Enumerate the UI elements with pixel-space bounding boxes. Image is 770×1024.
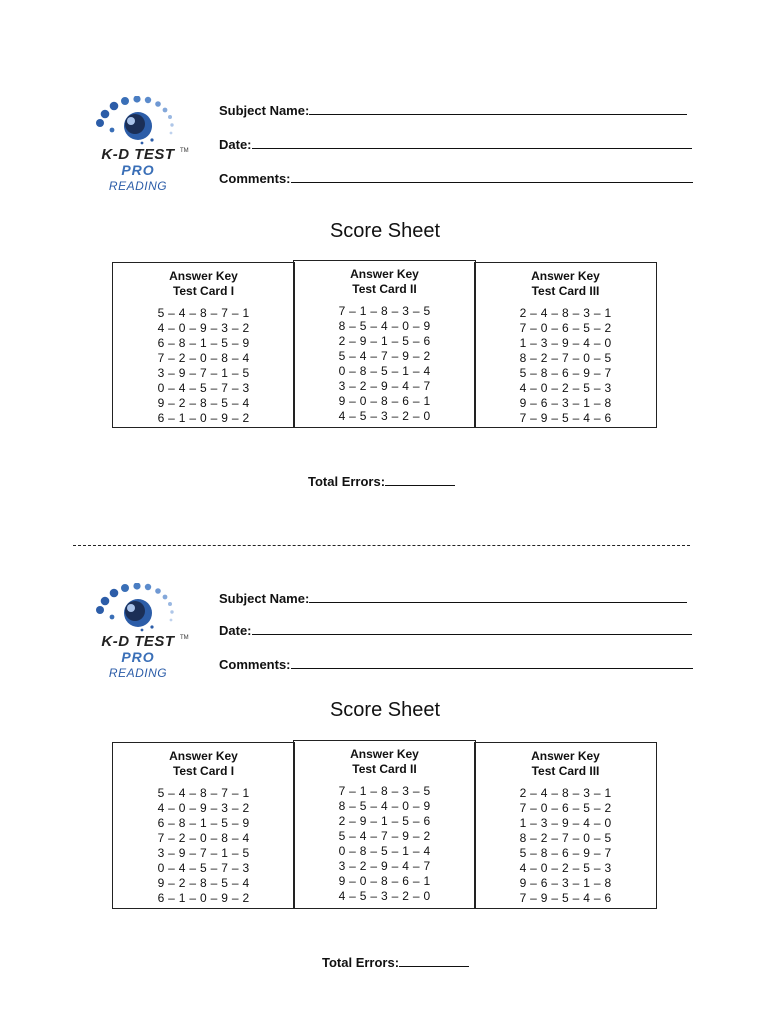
score-sheet-bottom	[0, 482, 770, 970]
answer-row: 6 – 8 – 1 – 5 – 9	[157, 816, 250, 830]
date-field[interactable]	[219, 622, 692, 638]
comments-label: Comments:	[219, 171, 291, 186]
answer-row: 7 – 2 – 0 – 8 – 4	[157, 831, 250, 845]
logo-edition: READING	[108, 179, 168, 193]
answer-rows	[113, 786, 294, 906]
card-heading	[475, 749, 656, 779]
date-field[interactable]	[219, 136, 692, 152]
subject-name-label: Subject Name:	[219, 103, 310, 118]
answer-key-card-3	[474, 742, 657, 909]
answer-row: 8 – 2 – 7 – 0 – 5	[519, 831, 612, 845]
answer-row: 7 – 0 – 6 – 5 – 2	[519, 321, 612, 335]
answer-row: 3 – 2 – 9 – 4 – 7	[338, 379, 431, 393]
date-line[interactable]	[252, 622, 692, 635]
answer-row: 8 – 2 – 7 – 0 – 5	[519, 351, 612, 365]
answer-row: 9 – 0 – 8 – 6 – 1	[338, 394, 431, 408]
score-sheet-title: Score Sheet	[329, 220, 441, 242]
answer-row: 2 – 9 – 1 – 5 – 6	[338, 814, 431, 828]
logo-edition: READING	[108, 666, 168, 680]
comments-field[interactable]	[219, 656, 693, 672]
answer-rows	[475, 306, 656, 426]
answer-rows	[475, 786, 656, 906]
card-heading-line1: Answer Key	[531, 749, 600, 763]
answer-row: 4 – 0 – 2 – 5 – 3	[519, 861, 612, 875]
answer-row: 5 – 4 – 7 – 9 – 2	[338, 829, 431, 843]
answer-row: 3 – 9 – 7 – 1 – 5	[157, 366, 250, 380]
answer-row: 5 – 4 – 7 – 9 – 2	[338, 349, 431, 363]
answer-row: 4 – 0 – 9 – 3 – 2	[157, 321, 250, 335]
total-errors-line[interactable]	[399, 954, 469, 967]
card-heading-line1: Answer Key	[169, 749, 238, 763]
card-heading-line2: Test Card I	[172, 764, 235, 778]
total-errors-field[interactable]	[322, 954, 469, 970]
logo-brand: K-D TEST	[101, 146, 175, 163]
answer-row: 6 – 8 – 1 – 5 – 9	[157, 336, 250, 350]
logo-brand: K-D TEST	[101, 633, 175, 650]
answer-row: 9 – 2 – 8 – 5 – 4	[157, 876, 250, 890]
score-sheet-top	[0, 0, 770, 489]
answer-row: 7 – 9 – 5 – 4 – 6	[519, 411, 612, 425]
card-heading-line2: Test Card III	[531, 284, 600, 298]
card-heading	[113, 269, 294, 299]
eye-dots-icon	[88, 583, 188, 633]
answer-row: 7 – 9 – 5 – 4 – 6	[519, 891, 612, 905]
subject-name-field[interactable]	[219, 590, 687, 606]
answer-key-card-1	[112, 742, 295, 909]
answer-row: 7 – 1 – 8 – 3 – 5	[338, 304, 431, 318]
answer-row: 9 – 2 – 8 – 5 – 4	[157, 396, 250, 410]
comments-line[interactable]	[291, 656, 693, 669]
answer-key-card-2	[293, 740, 476, 909]
answer-row: 8 – 5 – 4 – 0 – 9	[338, 799, 431, 813]
card-heading-line1: Answer Key	[531, 269, 600, 283]
answer-row: 0 – 4 – 5 – 7 – 3	[157, 861, 250, 875]
card-heading-line1: Answer Key	[169, 269, 238, 283]
answer-rows	[113, 306, 294, 426]
logo-product: PRO	[121, 162, 155, 178]
answer-row: 0 – 8 – 5 – 1 – 4	[338, 844, 431, 858]
answer-row: 0 – 8 – 5 – 1 – 4	[338, 364, 431, 378]
subject-name-line[interactable]	[309, 102, 687, 115]
answer-row: 1 – 3 – 9 – 4 – 0	[519, 816, 612, 830]
card-heading-line2: Test Card II	[352, 762, 417, 776]
answer-row: 4 – 0 – 2 – 5 – 3	[519, 381, 612, 395]
total-errors-label: Total Errors:	[322, 955, 400, 970]
eye-dots-icon	[88, 96, 188, 146]
card-heading-line2: Test Card I	[172, 284, 235, 298]
card-heading-line1: Answer Key	[350, 267, 419, 281]
card-heading-line2: Test Card II	[352, 282, 417, 296]
card-heading	[294, 747, 475, 777]
answer-row: 5 – 8 – 6 – 9 – 7	[519, 846, 612, 860]
answer-row: 8 – 5 – 4 – 0 – 9	[338, 319, 431, 333]
answer-rows	[294, 304, 475, 424]
date-label: Date:	[219, 137, 252, 152]
comments-line[interactable]	[291, 170, 693, 183]
answer-row: 7 – 2 – 0 – 8 – 4	[157, 351, 250, 365]
answer-row: 2 – 4 – 8 – 3 – 1	[519, 786, 612, 800]
answer-row: 7 – 1 – 8 – 3 – 5	[338, 784, 431, 798]
card-heading	[294, 267, 475, 297]
card-heading-line1: Answer Key	[350, 747, 419, 761]
card-heading-line2: Test Card III	[531, 764, 600, 778]
answer-row: 4 – 0 – 9 – 3 – 2	[157, 801, 250, 815]
answer-row: 9 – 6 – 3 – 1 – 8	[519, 876, 612, 890]
answer-row: 4 – 5 – 3 – 2 – 0	[338, 409, 431, 423]
answer-rows	[294, 784, 475, 904]
answer-key-card-3	[474, 262, 657, 428]
comments-label: Comments:	[219, 657, 291, 672]
answer-row: 2 – 4 – 8 – 3 – 1	[519, 306, 612, 320]
answer-key-card-1	[112, 262, 295, 428]
logo-product: PRO	[121, 649, 155, 665]
logo-trademark: TM	[180, 635, 189, 641]
date-label: Date:	[219, 623, 252, 638]
card-heading	[475, 269, 656, 299]
answer-row: 5 – 4 – 8 – 7 – 1	[157, 306, 250, 320]
total-errors-label: Total Errors:	[308, 474, 386, 489]
kd-test-pro-reading-logo	[88, 96, 198, 196]
answer-row: 2 – 9 – 1 – 5 – 6	[338, 334, 431, 348]
answer-row: 5 – 4 – 8 – 7 – 1	[157, 786, 250, 800]
card-heading	[113, 749, 294, 779]
answer-row: 1 – 3 – 9 – 4 – 0	[519, 336, 612, 350]
answer-row: 6 – 1 – 0 – 9 – 2	[157, 891, 250, 905]
answer-row: 5 – 8 – 6 – 9 – 7	[519, 366, 612, 380]
date-line[interactable]	[252, 136, 692, 149]
comments-field[interactable]	[219, 170, 693, 186]
answer-row: 4 – 5 – 3 – 2 – 0	[338, 889, 431, 903]
answer-row: 9 – 6 – 3 – 1 – 8	[519, 396, 612, 410]
answer-row: 9 – 0 – 8 – 6 – 1	[338, 874, 431, 888]
answer-row: 7 – 0 – 6 – 5 – 2	[519, 801, 612, 815]
answer-row: 3 – 9 – 7 – 1 – 5	[157, 846, 250, 860]
score-sheet-title: Score Sheet	[329, 699, 441, 721]
answer-row: 6 – 1 – 0 – 9 – 2	[157, 411, 250, 425]
subject-name-line[interactable]	[309, 590, 687, 603]
subject-name-field[interactable]	[219, 102, 687, 118]
subject-name-label: Subject Name:	[219, 591, 310, 606]
answer-row: 3 – 2 – 9 – 4 – 7	[338, 859, 431, 873]
kd-test-pro-reading-logo	[88, 583, 198, 683]
logo-trademark: TM	[180, 148, 189, 154]
answer-row: 0 – 4 – 5 – 7 – 3	[157, 381, 250, 395]
answer-key-card-2	[293, 260, 476, 428]
